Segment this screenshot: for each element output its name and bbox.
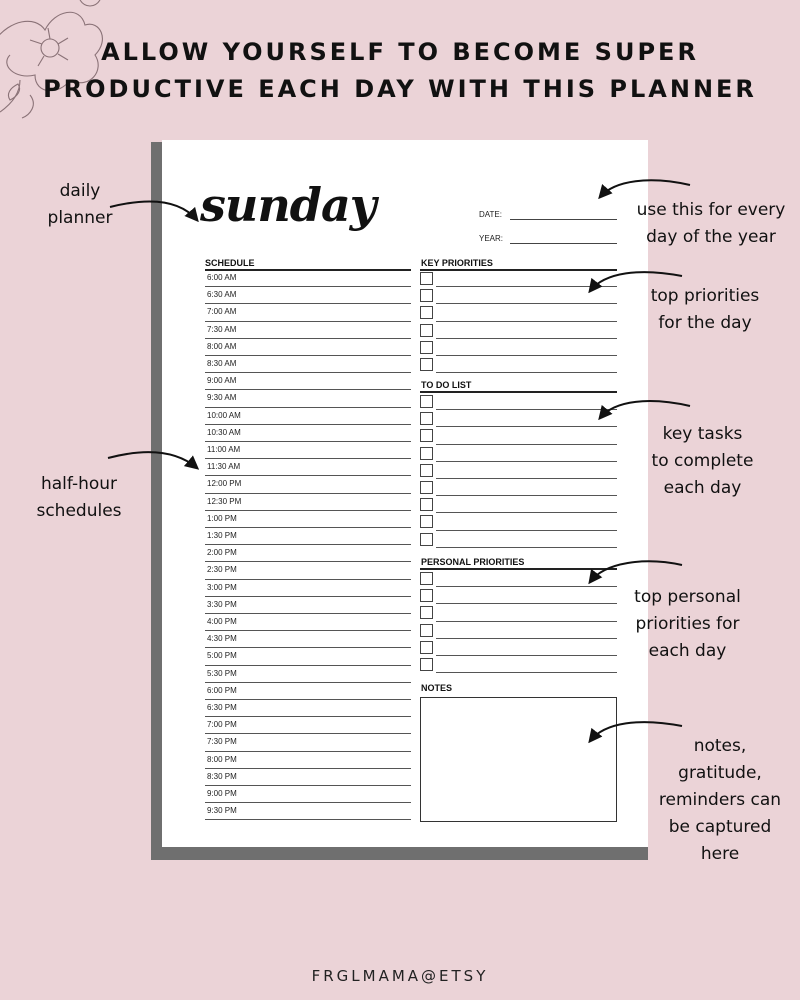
schedule-time: 9:00 AM — [207, 376, 237, 386]
checkbox-icon — [420, 658, 433, 671]
schedule-row — [205, 528, 411, 545]
personal-priority-row — [420, 604, 617, 621]
schedule-row — [205, 614, 411, 631]
notes-box — [420, 697, 617, 822]
key-priority-row — [420, 356, 617, 373]
schedule-time: 5:30 PM — [207, 668, 237, 678]
annotation-line: day of the year — [646, 227, 776, 247]
annotation-line: top priorities — [650, 286, 760, 306]
key-priority-row — [420, 287, 617, 304]
annotation-line: reminders can — [658, 790, 782, 810]
schedule-time: 8:30 PM — [207, 771, 237, 781]
schedule-row — [205, 769, 411, 786]
todo-row — [420, 496, 617, 513]
checkbox-icon — [420, 412, 433, 425]
checkbox-icon — [420, 358, 433, 371]
annotation-line: planner — [47, 208, 113, 228]
checkbox-icon — [420, 589, 433, 602]
schedule-row — [205, 545, 411, 562]
annotation-line: daily — [59, 181, 101, 201]
key-priority-row — [420, 270, 617, 287]
schedule-time: 1:00 PM — [207, 513, 237, 523]
schedule-row — [205, 356, 411, 373]
notes-title: NOTES — [421, 683, 453, 693]
schedule-row — [205, 752, 411, 769]
schedule-time: 6:30 AM — [207, 290, 237, 300]
schedule-time: 3:30 PM — [207, 599, 237, 609]
todo-row — [420, 393, 617, 410]
headline-line-1: ALLOW YOURSELF TO BECOME SUPER — [101, 38, 699, 66]
schedule-row — [205, 700, 411, 717]
todo-row — [420, 427, 617, 444]
annotation-half-hour — [14, 471, 144, 525]
schedule-row — [205, 390, 411, 407]
key-priority-row — [420, 304, 617, 321]
schedule-time: 7:30 AM — [207, 324, 237, 334]
annotation-notes — [650, 733, 790, 868]
annotation-line: each day — [648, 641, 727, 661]
checkbox-icon — [420, 272, 433, 285]
schedule-time: 9:30 AM — [207, 393, 237, 403]
write-line — [436, 547, 617, 548]
schedule-time: 6:30 PM — [207, 703, 237, 712]
schedule-row — [205, 597, 411, 614]
annotation-line: priorities for — [635, 614, 740, 634]
schedule-time: 5:00 PM — [207, 651, 237, 661]
annotation-daily-planner — [30, 178, 130, 232]
personal-priority-row — [420, 639, 617, 656]
schedule-row — [205, 734, 411, 751]
schedule-time: 2:00 PM — [207, 548, 237, 558]
annotation-every-day — [632, 197, 790, 251]
checkbox-icon — [420, 341, 433, 354]
checkbox-icon — [420, 481, 433, 494]
annotation-line: gratitude, — [678, 763, 762, 783]
schedule-row — [205, 511, 411, 528]
todo-title: TO DO LIST — [421, 380, 472, 390]
personal-priority-row — [420, 622, 617, 639]
schedule-row — [205, 786, 411, 803]
annotation-line: each day — [663, 478, 742, 498]
schedule-row — [205, 339, 411, 356]
schedule-time: 1:30 PM — [207, 531, 237, 540]
checkbox-icon — [420, 289, 433, 302]
schedule-title: SCHEDULE — [205, 258, 255, 268]
annotation-line: notes, — [693, 736, 747, 756]
schedule-row — [205, 373, 411, 390]
checkbox-icon — [420, 429, 433, 442]
schedule-time: 11:00 AM — [207, 445, 241, 454]
schedule-time: 7:00 PM — [207, 720, 237, 730]
schedule-row — [205, 631, 411, 648]
schedule-row — [205, 442, 411, 459]
personal-priority-row — [420, 656, 617, 673]
checkbox-icon — [420, 464, 433, 477]
schedule-time: 8:00 PM — [207, 754, 237, 764]
annotation-key-tasks — [640, 421, 765, 502]
schedule-time: 10:30 AM — [207, 427, 241, 437]
checkbox-icon — [420, 641, 433, 654]
schedule-time: 10:00 AM — [207, 410, 241, 420]
checkbox-icon — [420, 395, 433, 408]
schedule-row — [205, 580, 411, 597]
schedule-row — [205, 562, 411, 579]
footer-shop-name: FRGLMAMA@ETSY — [311, 967, 489, 985]
schedule-row — [205, 322, 411, 339]
personal-priority-row — [420, 587, 617, 604]
write-line — [436, 672, 617, 673]
schedule-time: 4:00 PM — [207, 617, 237, 626]
schedule-time: 2:30 PM — [207, 565, 237, 575]
annotation-top-priorities — [640, 283, 770, 337]
annotation-line: top personal — [634, 587, 741, 607]
personal-priorities-title: PERSONAL PRIORITIES — [421, 557, 525, 567]
key-priorities-title: KEY PRIORITIES — [421, 258, 493, 268]
checkbox-icon — [420, 447, 433, 460]
day-title: sunday — [200, 178, 376, 232]
todo-row — [420, 445, 617, 462]
schedule-row — [205, 717, 411, 734]
write-line — [436, 372, 617, 373]
schedule-time: 7:00 AM — [207, 307, 237, 317]
checkbox-icon — [420, 498, 433, 511]
schedule-time: 7:30 PM — [207, 737, 237, 747]
schedule-row — [205, 803, 411, 820]
checkbox-icon — [420, 324, 433, 337]
schedule-row — [205, 408, 411, 425]
todo-row — [420, 479, 617, 496]
schedule-time: 3:00 PM — [207, 582, 237, 592]
schedule-time: 12:30 PM — [207, 496, 242, 506]
schedule-row — [205, 270, 411, 287]
schedule-time: 6:00 PM — [207, 685, 237, 695]
date-label: DATE: — [479, 210, 502, 219]
schedule-row — [205, 648, 411, 665]
schedule-time: 9:30 PM — [207, 806, 237, 816]
year-field — [510, 243, 617, 244]
schedule-row — [205, 304, 411, 321]
schedule-time: 4:30 PM — [207, 634, 237, 644]
key-priority-row — [420, 339, 617, 356]
schedule-row — [205, 425, 411, 442]
annotation-line: half-hour — [40, 474, 118, 494]
todo-row — [420, 410, 617, 427]
personal-priority-row — [420, 570, 617, 587]
checkbox-icon — [420, 624, 433, 637]
schedule-row — [205, 666, 411, 683]
key-priority-row — [420, 322, 617, 339]
todo-row — [420, 462, 617, 479]
headline — [0, 34, 800, 108]
todo-row — [420, 531, 617, 548]
checkbox-icon — [420, 515, 433, 528]
schedule-time: 8:30 AM — [207, 359, 237, 368]
headline-line-2: PRODUCTIVE EACH DAY WITH THIS PLANNER — [43, 75, 757, 103]
annotation-line: be captured — [668, 817, 772, 837]
annotation-personal — [625, 584, 750, 665]
annotation-line: schedules — [36, 501, 122, 521]
schedule-row — [205, 494, 411, 511]
schedule-time: 8:00 AM — [207, 341, 237, 351]
checkbox-icon — [420, 306, 433, 319]
date-field — [510, 219, 617, 220]
year-label: YEAR: — [479, 234, 504, 243]
schedule-row — [205, 476, 411, 493]
annotation-line: for the day — [658, 313, 752, 333]
schedule-row — [205, 683, 411, 700]
todo-row — [420, 513, 617, 530]
schedule-time: 6:00 AM — [207, 273, 237, 282]
schedule-row — [205, 287, 411, 304]
annotation-line: here — [700, 844, 740, 864]
annotation-line: to complete — [651, 451, 754, 471]
schedule-time: 11:30 AM — [207, 462, 241, 472]
annotation-line: use this for every — [636, 200, 786, 220]
checkbox-icon — [420, 572, 433, 585]
schedule-time: 9:00 PM — [207, 789, 237, 798]
schedule-row — [205, 459, 411, 476]
checkbox-icon — [420, 533, 433, 546]
schedule-time: 12:00 PM — [207, 479, 242, 489]
checkbox-icon — [420, 606, 433, 619]
annotation-line: key tasks — [662, 424, 743, 444]
